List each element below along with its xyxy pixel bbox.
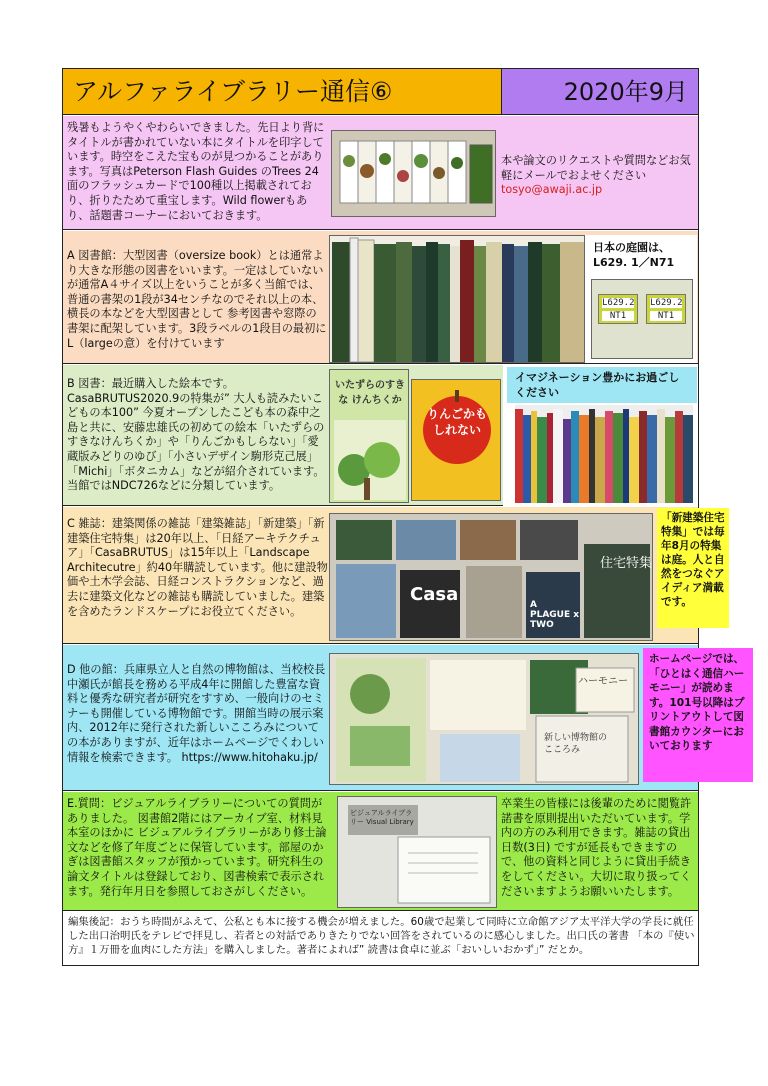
section-d-text: D 他の館：兵庫県立人と自然の博物館は、当校校長中瀬氏が館長を務める平成4年に開館した豊富な資料と優秀な研究者が研究をすすめ、一般向けのセミナーも開催している博物館です。開館当時の展示案内、2012年に発行された新しいこころみについての本がありますが、近年はホームページでくわしい情報を検索できます。 https://www.hitohaku.jp/ xyxy=(67,663,326,764)
callout-b-text: イマジネーション豊かにお過ごしください xyxy=(507,367,697,403)
spine-label-left: L629.2 NT1 xyxy=(598,294,638,324)
section-b xyxy=(63,365,698,506)
visual-library-photo xyxy=(337,796,497,908)
mag2-title: Casa xyxy=(410,584,459,605)
section-e-right-text: 卒業生の皆様には後輩のために閲覧許諾書を原則提出いただいています。学内の方のみ利用できます。雑誌の貸出日数(3日) ですが延長もできますので、他の資料と同じように貸出手続きをしてください。大切に取り扱ってくださいますようお願いいたします。 xyxy=(501,797,692,898)
intro-text: 残暑もようやくやわらいできました。先日より背にタイトルが書かれていない本にタイトルを印字しています。時空をこえた宝ものが見つかることがあります。写真はPeterson Flash Guides のTrees 24面のフラッシュカードで100種以上掲載されており、折りたためて重宝します。Wild flowerもあり、話題書コーナーにおいておきます。 xyxy=(67,121,325,222)
mag-title: 住宅特集 xyxy=(600,556,653,571)
book1-title: いたずらのすきな けんちくか xyxy=(335,380,405,406)
section-d xyxy=(63,645,745,791)
editor-postscript xyxy=(63,912,698,965)
footer-text: 編集後記：おうち時間がふえて、公私とも本に接する機会が増えました。60歳で起業して同時に立命館アジア太平洋大学の学長に就任した出口治明氏をテレビで拝見し、若者との対話でありきたりでない回答をされているのに感心しました。出口氏の著書 「本の『使い方』１万冊を血肉にした方法」を購入しました。著者によれば” 読書は食卓に並ぶ「おいしいおかず」” だとか。 xyxy=(68,916,695,956)
visual-library-label: ビジュアルライブラリー Visual Library xyxy=(350,809,414,826)
spine-label-right: L629.2 NT1 xyxy=(646,294,686,324)
callout-d-text: ホームページでは、「ひとはく通信ハーモニー」が読めます。101号以降はプリントアウトして図書館カウンターにおいております xyxy=(643,648,753,782)
flashcard-photo xyxy=(331,130,496,217)
section-e xyxy=(63,792,698,911)
section-e-text: E.質問：ビジュアルライブラリーについての質問がありました。 図書館2階にはアーカイブ室、材料見本室のほかに ビジュアルライブラリーがあり修士論文などを修了年度ごとに保管しています。部屋のかぎは図書館スタッフが預かっています。研究科生の論文タイトルは登録しており、図書検索で表示されます。発行年月日を参照しておさがしください。 xyxy=(67,797,327,898)
callout-a xyxy=(585,235,697,363)
flashcard-illustration xyxy=(332,131,496,217)
picturebook-photo-1 xyxy=(329,369,409,503)
mag3-title: A PLAGUE x TWO xyxy=(530,600,580,630)
book2-title: りんごかもしれない xyxy=(426,407,487,437)
bookshelf-photo-b xyxy=(515,405,693,503)
spine-label-photo xyxy=(591,279,693,359)
newsletter-title: アルファライブラリー通信⑥ xyxy=(63,69,502,115)
section-a-text: A 図書館：大型図書（oversize book）とは通常より大きな形態の図書をいいます。一定はしていないが通常A４サイズ以上をいうことが多く当館では、普通の書架の1段が34センチなのでそれ以上の本、横長の本などを大型図書として 参考図書や窓際の書架に配架しています。3段ラベルの1段目の最初にL（largeの意）を付けています xyxy=(67,249,327,350)
issue-date: 2020年9月 xyxy=(502,69,698,115)
callout-c-text: 「新建築住宅特集」では毎年8月の特集は庭。人と自然をつなぐアイディア満載です。 xyxy=(657,508,729,628)
section-c-text: C 雑誌：建築関係の雑誌「建築雑誌」「新建築」「新建築住宅特集」は20年以上、「日経アーキテクチュア」「CasaBRUTUS」は15年以上「Landscape Architecutre」約40年購読しています。他に建設物価や土木学会誌、日経コンストラクションなど、過去に建築文化などの雑誌も購読していました。建築を含めたランドスケープにお役立てください。 xyxy=(67,517,328,618)
museum-books-photo xyxy=(329,653,639,785)
museum-book2-title: 新しい博物館のこころみ xyxy=(544,733,608,755)
intro-section xyxy=(63,116,698,230)
callout-a-text: 日本の庭園は、L629. 1／N71 xyxy=(593,241,675,269)
museum-book-title: ハーモニー xyxy=(578,676,628,687)
request-text: 本や論文のリクエストや質問などお気軽にメールでおよせください xyxy=(501,154,691,182)
book1-illustration xyxy=(334,420,406,500)
magazine-illustration xyxy=(330,514,653,641)
picturebook-photo-2 xyxy=(411,379,501,501)
contact-email[interactable]: tosyo@awaji.ac.jp xyxy=(501,183,603,196)
callout-b-area xyxy=(503,365,698,506)
section-b-text: B 図書：最近購入した絵本です。CasaBRUTUS2020.9の特集が” 大人も読みたいこどもの本100” 今夏オープンしたこども本の森中之島と共に、安藤忠雄氏の初めての絵本「いたずらのすきなけんちくか」や「りんごかもしらない」「愛蔵版みどりのゆび」「小さいデザイン駒形克己展」「Michi」「ボタニカム」などが紹介されています。当館ではNDC726などに分類しています。 xyxy=(67,377,325,493)
section-c xyxy=(63,507,725,644)
oversize-shelf-photo xyxy=(329,235,585,363)
section-a xyxy=(63,231,698,364)
magazine-photo xyxy=(329,513,653,641)
bookshelf-illustration xyxy=(330,236,585,363)
